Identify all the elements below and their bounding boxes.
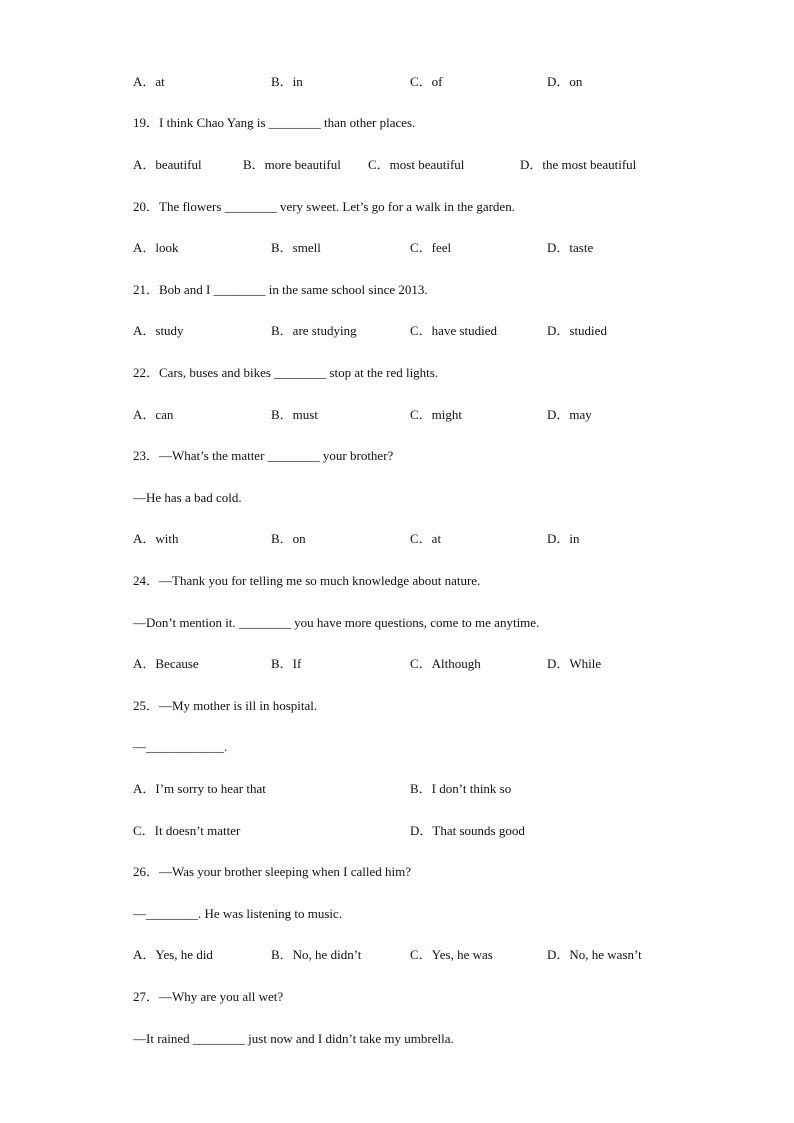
q23-option-a: A．with xyxy=(133,531,179,546)
q18-option-c: C．of xyxy=(410,74,443,89)
q21-option-a: A．study xyxy=(133,323,184,338)
q22-option-c: C．might xyxy=(410,407,463,422)
q26-reply: —________. He was listening to music. xyxy=(133,906,343,921)
q24-option-a: A．Because xyxy=(133,656,199,671)
q25-stem: 25．—My mother is ill in hospital. xyxy=(133,698,318,713)
q24-option-c: C．Although xyxy=(410,656,481,671)
q25-option-d: D．That sounds good xyxy=(410,823,525,838)
q24-option-b: B．If xyxy=(271,656,302,671)
q18-option-a: A．at xyxy=(133,74,165,89)
q22-stem: 22．Cars, buses and bikes ________ stop at the red lights. xyxy=(133,365,439,380)
q19-option-d: D．the most beautiful xyxy=(520,157,637,172)
q18-option-b: B．in xyxy=(271,74,303,89)
q20-option-d: D．taste xyxy=(547,240,594,255)
q21-stem: 21．Bob and I ________ in the same school since 2013. xyxy=(133,282,428,297)
q25-option-b: B．I don’t think so xyxy=(410,781,512,796)
q19-option-a: A．beautiful xyxy=(133,157,202,172)
q20-option-a: A．look xyxy=(133,240,179,255)
q26-stem: 26．—Was your brother sleeping when I called him? xyxy=(133,864,412,879)
q25-reply: —____________. xyxy=(133,739,228,754)
q26-option-d: D．No, he wasn’t xyxy=(547,947,642,962)
q20-option-c: C．feel xyxy=(410,240,452,255)
q23-option-c: C．at xyxy=(410,531,442,546)
q23-reply: —He has a bad cold. xyxy=(133,490,242,505)
q21-option-d: D．studied xyxy=(547,323,607,338)
q19-option-c: C．most beautiful xyxy=(368,157,465,172)
q24-option-d: D．While xyxy=(547,656,602,671)
q25-option-a: A．I’m sorry to hear that xyxy=(133,781,266,796)
q22-option-b: B．must xyxy=(271,407,318,422)
q22-option-d: D．may xyxy=(547,407,592,422)
q21-option-c: C．have studied xyxy=(410,323,498,338)
q27-reply: —It rained ________ just now and I didn’t take my umbrella. xyxy=(133,1031,454,1046)
q24-stem: 24．—Thank you for telling me so much knowledge about nature. xyxy=(133,573,481,588)
q24-reply: —Don’t mention it. ________ you have more questions, come to me anytime. xyxy=(133,615,540,630)
q23-option-b: B．on xyxy=(271,531,306,546)
q26-option-c: C．Yes, he was xyxy=(410,947,493,962)
q21-option-b: B．are studying xyxy=(271,323,357,338)
q23-option-d: D．in xyxy=(547,531,580,546)
q22-option-a: A．can xyxy=(133,407,174,422)
q26-option-a: A．Yes, he did xyxy=(133,947,213,962)
q27-stem: 27．—Why are you all wet? xyxy=(133,989,284,1004)
q18-option-d: D．on xyxy=(547,74,583,89)
q20-option-b: B．smell xyxy=(271,240,321,255)
q26-option-b: B．No, he didn’t xyxy=(271,947,362,962)
q23-stem: 23．—What’s the matter ________ your brother? xyxy=(133,448,394,463)
q25-option-c: C．It doesn’t matter xyxy=(133,823,241,838)
q19-option-b: B．more beautiful xyxy=(243,157,341,172)
q20-stem: 20．The flowers ________ very sweet. Let’s go for a walk in the garden. xyxy=(133,199,515,214)
q19-stem: 19．I think Chao Yang is ________ than other places. xyxy=(133,115,416,130)
